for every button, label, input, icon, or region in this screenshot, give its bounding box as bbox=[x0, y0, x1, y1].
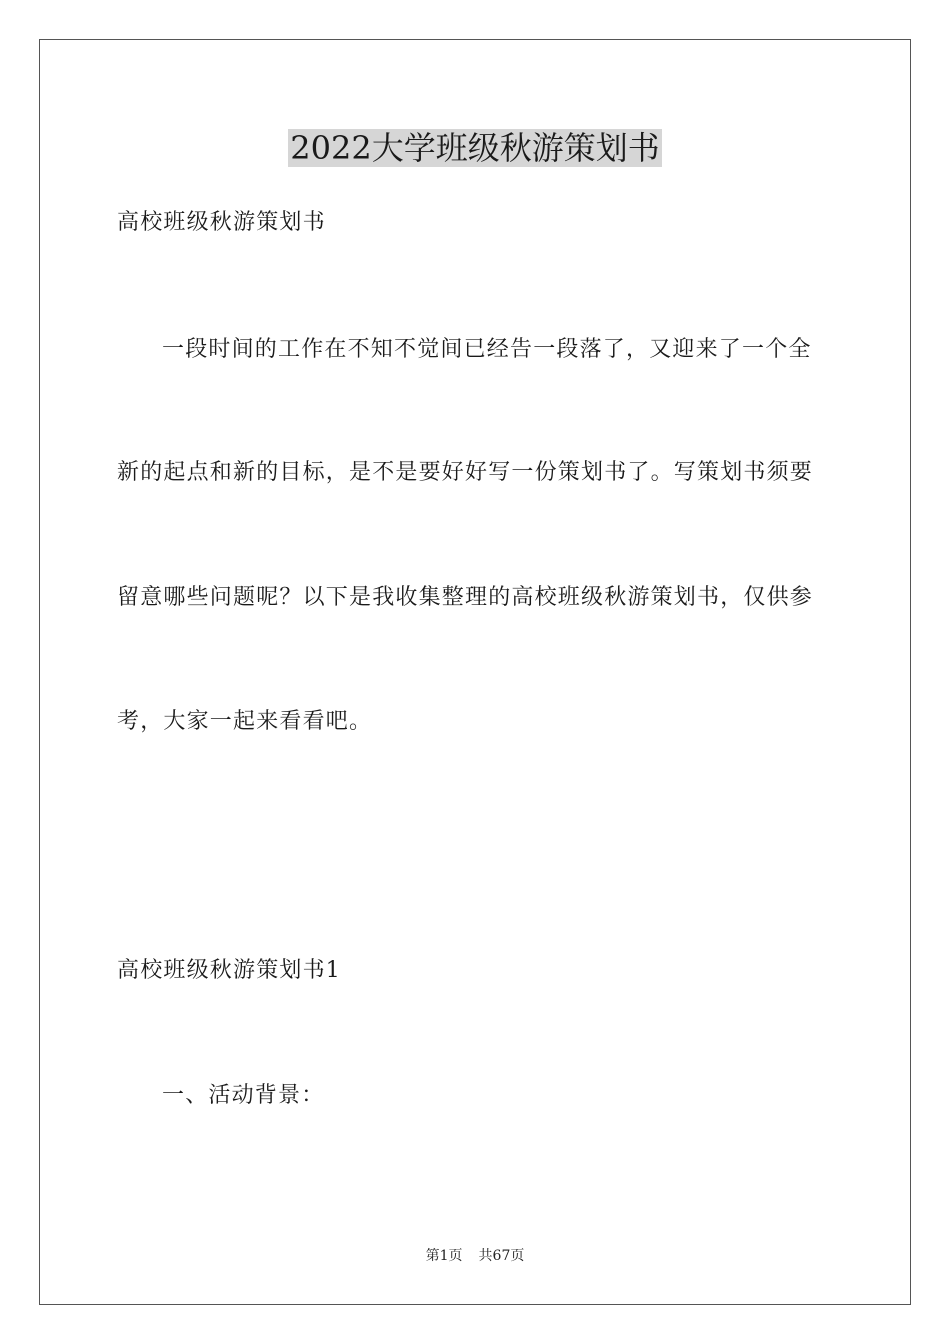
document-title-text: 2022大学班级秋游策划书 bbox=[290, 129, 660, 167]
intro-paragraph-line-4: 考，大家一起来看看吧。 bbox=[117, 709, 373, 734]
document-subtitle: 高校班级秋游策划书 bbox=[117, 210, 326, 235]
intro-paragraph-line-2: 新的起点和新的目标，是不是要好好写一份策划书了。写策划书须要 bbox=[117, 460, 814, 485]
page-footer bbox=[0, 1246, 950, 1266]
intro-paragraph-line-3: 留意哪些问题呢？以下是我收集整理的高校班级秋游策划书，仅供参 bbox=[117, 585, 814, 610]
total-pages: 共67页 bbox=[478, 1248, 525, 1264]
section-heading: 一、活动背景： bbox=[162, 1083, 325, 1108]
document-title bbox=[0, 124, 950, 172]
section-title: 高校班级秋游策划书1 bbox=[117, 958, 341, 983]
intro-paragraph-line-1: 一段时间的工作在不知不觉间已经告一段落了，又迎来了一个全 bbox=[162, 337, 812, 362]
page-number: 第1页 bbox=[425, 1248, 463, 1264]
